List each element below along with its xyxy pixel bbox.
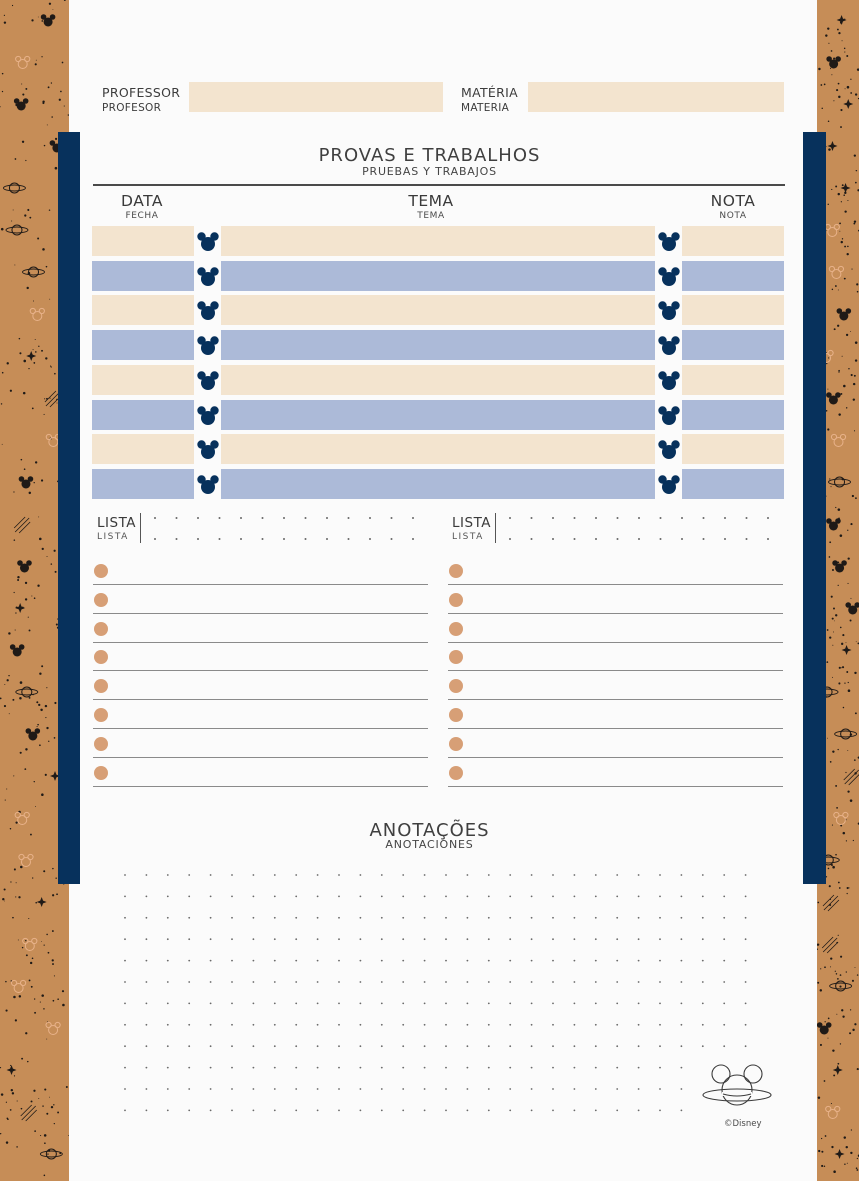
list-left-label: LISTA [97,515,137,531]
professor-sublabel: PROFESOR [102,102,162,114]
saturn-mickey-logo [700,1062,775,1112]
list-left-sublabel: LISTA [97,532,129,542]
tests-title: PROVAS E TRABALHOS [318,145,541,166]
grade-column-subheader: NOTA [719,211,747,221]
list-right-label: LISTA [452,515,492,531]
materia-label: MATÉRIA [461,85,518,100]
list-right-sublabel: LISTA [452,532,484,542]
notes-title: ANOTAÇÕES [369,820,490,841]
grade-column-header: NOTA [710,192,756,210]
professor-label: PROFESSOR [102,85,181,100]
date-column-subheader: FECHA [125,211,159,221]
topic-column-header: TEMA [408,192,454,210]
materia-sublabel: MATERIA [461,102,510,114]
topic-column-subheader: TEMA [417,211,445,221]
date-column-header: DATA [121,192,163,210]
tests-subtitle: PRUEBAS Y TRABAJOS [362,165,497,178]
copyright-credit: ©Disney [724,1119,762,1129]
notes-subtitle: ANOTACIONES [385,838,474,851]
